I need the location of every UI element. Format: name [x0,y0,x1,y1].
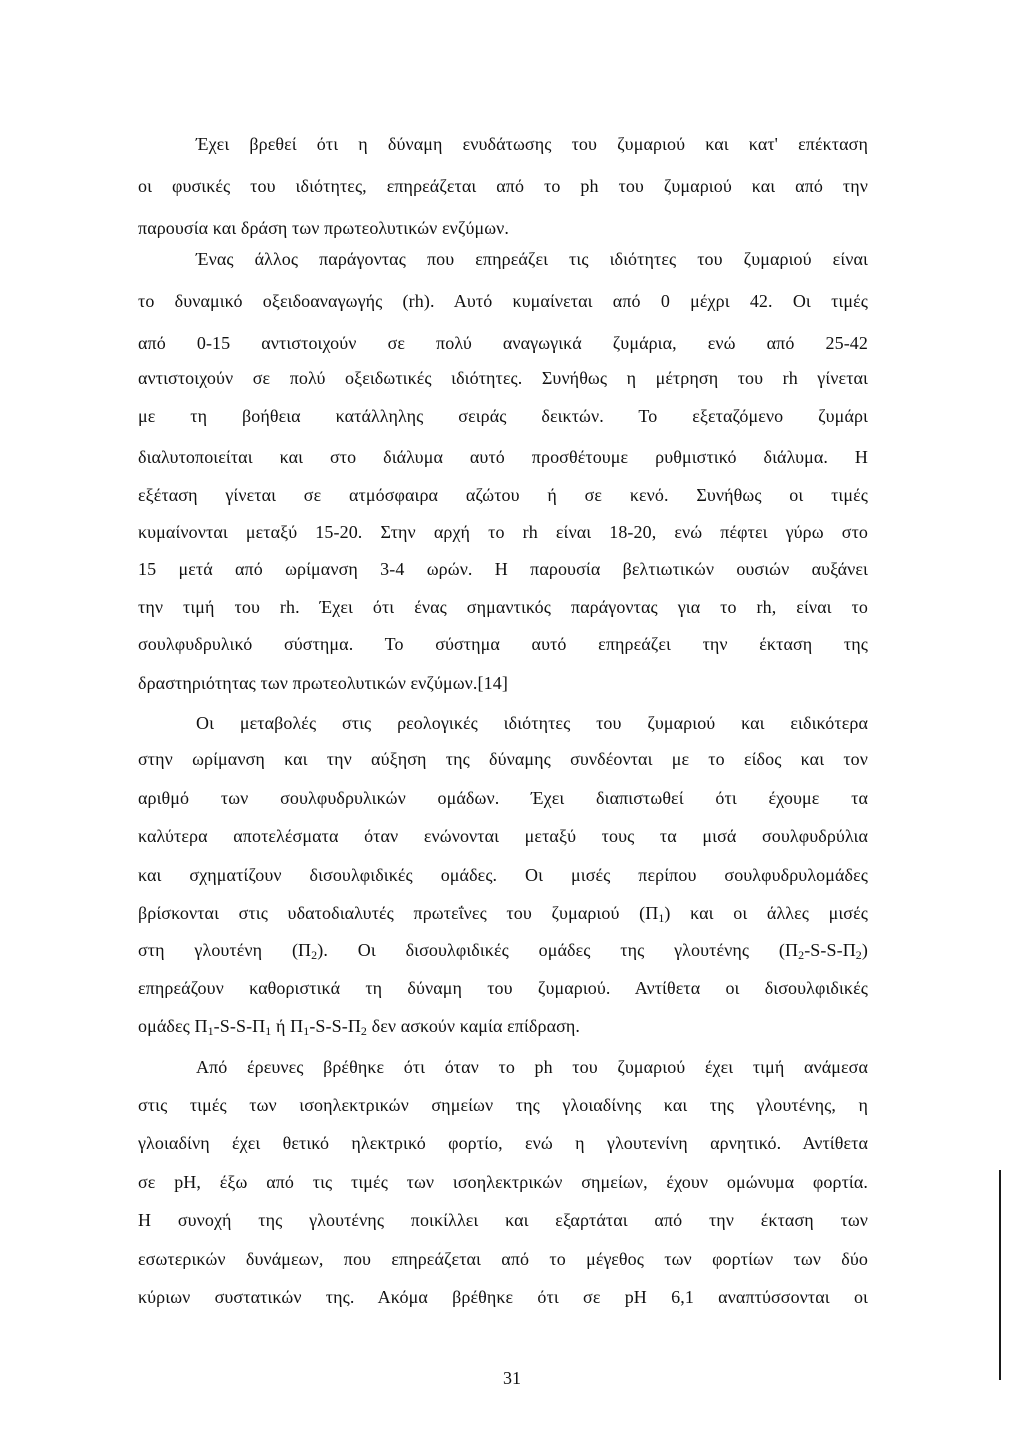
paragraph-2-line-9: 15 μετά από ωρίμανση 3-4 ωρών. Η παρουσία βελτιωτικών ουσιών αυξάνει [138,559,868,579]
paragraph-4-line-1: Από έρευνες βρέθηκε ότι όταν το ph του ζυμαριού έχει τιμή ανάμεσα [196,1057,868,1077]
paragraph-3-line-9: ομάδες $\Pi_1-S-S-\Pi_1$ ή $\Pi_1-S-S-\Pi_2$ δεν ασκούν καμία επίδραση. [138,1016,581,1038]
paragraph-4-line-7: κύριων συστατικών της. Ακόμα βρέθηκε ότι σε pH 6,1 αναπτύσσονται οι [138,1287,868,1307]
paragraph-3-line-2: στην ωρίμανση και την αύξηση της δύναμης συνδέονται με το είδος και τον [138,749,868,769]
margin-rule [999,1170,1001,1380]
paragraph-2-line-12: δραστηριότητας των πρωτεολυτικών ενζύμων.[14] [138,673,508,693]
paragraph-3-line-4: καλύτερα αποτελέσματα όταν ενώνονται μεταξύ τους τα μισά σουλφυδρύλια [138,826,868,846]
paragraph-2-line-1: Ένας άλλος παράγοντας που επηρεάζει τις ιδιότητες του ζυμαριού είναι [196,249,868,269]
paragraph-4-line-4: σε pH, έξω από τις τιμές των ισοηλεκτρικών σημείων, έχουν ομώνυμα φορτία. [138,1172,868,1192]
paragraph-4-line-2: στις τιμές των ισοηλεκτρικών σημείων της γλοιαδίνης και της γλουτένης, η [138,1095,868,1115]
paragraph-3-line-7: στη γλουτένη $(\Pi_2)$. Οι δισουλφιδικές ομάδες της γλουτένης $(\Pi_2-S-S-\Pi_2)$ [138,940,869,962]
paragraph-3-line-6: βρίσκονται στις υδατοδιαλυτές πρωτεΐνες του ζυμαριού $(\Pi_1)$ και οι άλλες μισές [138,903,868,925]
paragraph-2-line-6: διαλυτοποιείται και στο διάλυμα αυτό προσθέτουμε ρυθμιστικό διάλυμα. Η [138,447,868,467]
paragraph-1-line-1: Έχει βρεθεί ότι η δύναμη ενυδάτωσης του ζυμαριού και κατ' επέκταση [196,134,868,154]
paragraph-2-line-3: από 0-15 αντιστοιχούν σε πολύ αναγωγικά ζυμάρια, ενώ από 25-42 [138,333,868,353]
paragraph-2-line-8: κυμαίνονται μεταξύ 15-20. Στην αρχή το rh είναι 18-20, ενώ πέφτει γύρω στο [138,522,868,542]
paragraph-3-line-1: Οι μεταβολές στις ρεολογικές ιδιότητες του ζυμαριού και ειδικότερα [196,713,868,733]
paragraph-1-line-2: οι φυσικές του ιδιότητες, επηρεάζεται από το ph του ζυμαριού και από την [138,176,868,196]
page-number: 31 [503,1368,521,1388]
paragraph-2-line-2: το δυναμικό οξειδοαναγωγής (rh). Αυτό κυμαίνεται από 0 μέχρι 42. Οι τιμές [138,291,868,311]
paragraph-2-line-10: την τιμή του rh. Έχει ότι ένας σημαντικός παράγοντας για το rh, είναι το [138,597,868,617]
paragraph-3-line-8: επηρεάζουν καθοριστικά τη δύναμη του ζυμαριού. Αντίθετα οι δισουλφιδικές [138,978,868,998]
paragraph-4-line-5: Η συνοχή της γλουτένης ποικίλλει και εξαρτάται από την έκταση των [138,1210,868,1230]
paragraph-2-line-4: αντιστοιχούν σε πολύ οξειδωτικές ιδιότητες. Συνήθως η μέτρηση του rh γίνεται [138,368,868,388]
paragraph-4-line-6: εσωτερικών δυνάμεων, που επηρεάζεται από το μέγεθος των φορτίων των δύο [138,1249,868,1269]
paragraph-2-line-7: εξέταση γίνεται σε ατμόσφαιρα αζώτου ή σε κενό. Συνήθως οι τιμές [138,485,868,505]
paragraph-4-line-3: γλοιαδίνη έχει θετικό ηλεκτρικό φορτίο, ενώ η γλουτενίνη αρνητικό. Αντίθετα [138,1133,868,1153]
paragraph-2-line-11: σουλφυδρυλικό σύστημα. Το σύστημα αυτό επηρεάζει την έκταση της [138,634,868,654]
paragraph-2-line-5: με τη βοήθεια κατάλληλης σειράς δεικτών. Το εξεταζόμενο ζυμάρι [138,406,868,426]
paragraph-1-line-3: παρουσία και δράση των πρωτεολυτικών ενζύμων. [138,218,510,238]
paragraph-3-line-5: και σχηματίζουν δισουλφιδικές ομάδες. Οι μισές περίπου σουλφυδρυλομάδες [138,865,868,885]
paragraph-3-line-3: αριθμό των σουλφυδρυλικών ομάδων. Έχει διαπιστωθεί ότι έχουμε τα [138,788,868,808]
